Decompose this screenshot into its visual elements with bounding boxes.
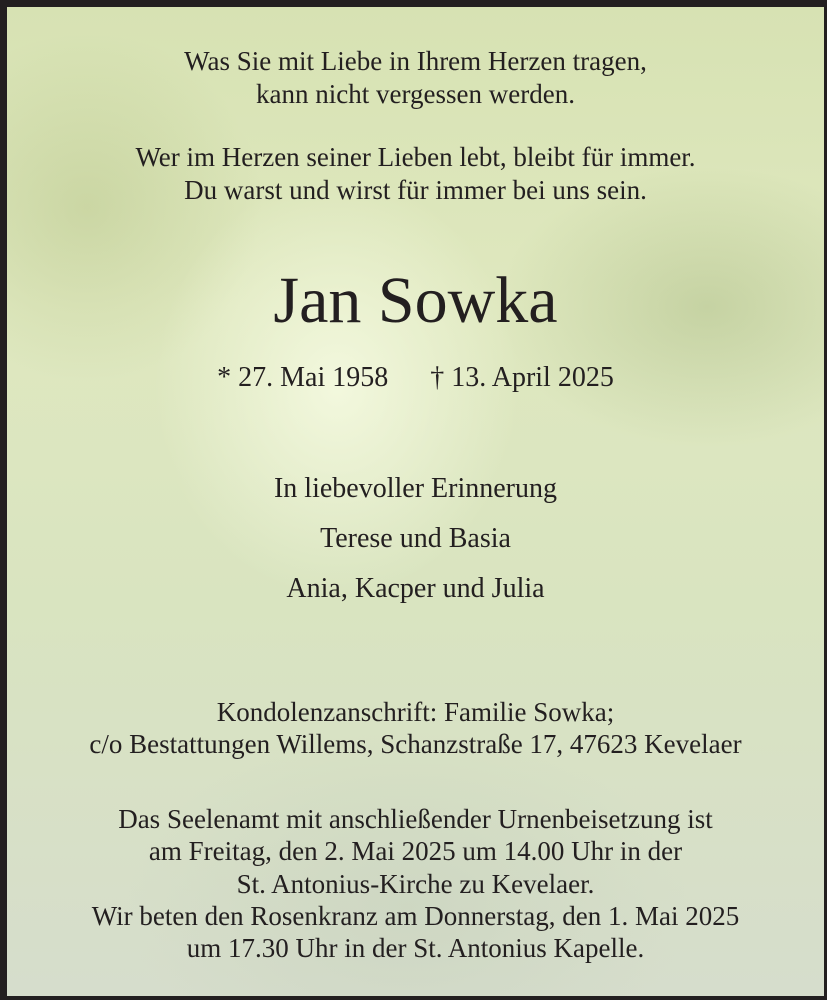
service-line: St. Antonius-Kirche zu Kevelaer. — [236, 869, 595, 899]
service-line: Wir beten den Rosenkranz am Donnerstag, den 1. Mai 2025 — [91, 901, 740, 931]
deceased-name: Jan Sowka — [273, 264, 558, 337]
verse-line: Wer im Herzen seiner Lieben lebt, bleibt für immer. — [135, 142, 696, 172]
death-date: † 13. April 2025 — [430, 362, 614, 393]
birth-date: * 27. Mai 1958 — [217, 362, 389, 393]
verse-line: Du warst und wirst für immer bei uns sein. — [184, 175, 647, 205]
verse-line: Was Sie mit Liebe in Ihrem Herzen tragen, — [184, 46, 647, 76]
mourner-line: In liebevoller Erinnerung — [273, 473, 557, 504]
service-line: am Freitag, den 2. Mai 2025 um 14.00 Uhr in der — [148, 836, 683, 866]
obituary-notice — [7, 7, 824, 996]
mourner-line: Terese und Basia — [320, 523, 511, 554]
service-line: Das Seelenamt mit anschließender Urnenbeisetzung ist — [118, 804, 713, 834]
mourner-line: Ania, Kacper und Julia — [286, 573, 545, 604]
verse-line: kann nicht vergessen werden. — [256, 79, 575, 109]
service-line: um 17.30 Uhr in der St. Antonius Kapelle. — [186, 933, 645, 963]
dates — [7, 362, 824, 394]
address-line: Kondolenzanschrift: Familie Sowka; — [216, 697, 615, 727]
address-line: c/o Bestattungen Willems, Schanzstraße 17, 47623 Kevelaer — [89, 729, 742, 759]
